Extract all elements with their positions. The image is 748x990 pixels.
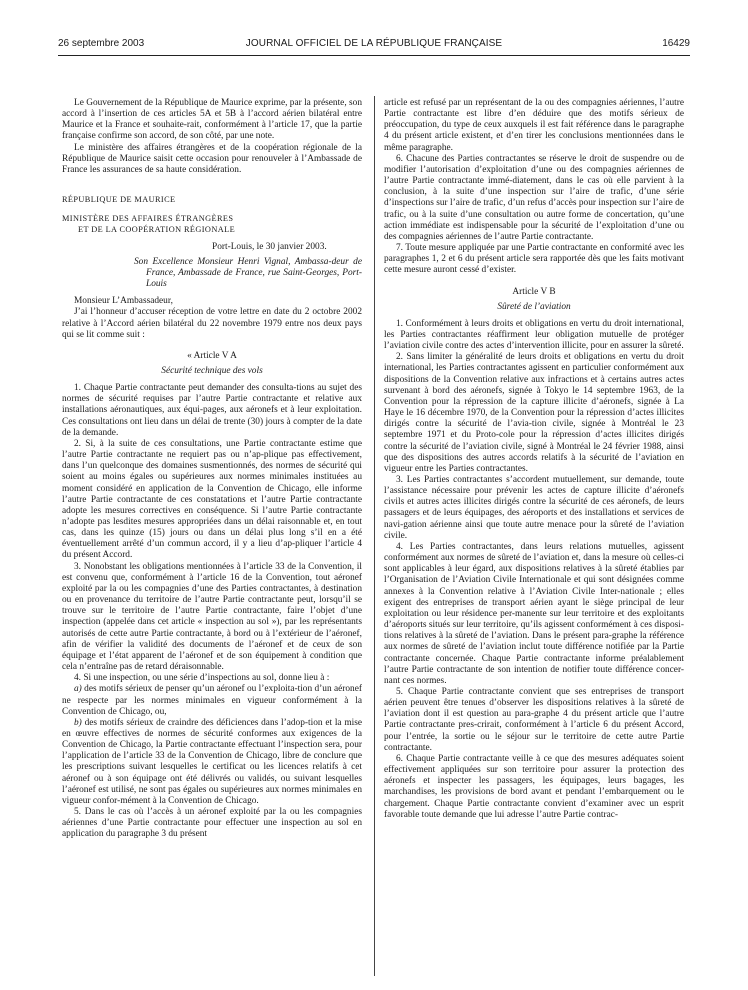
paragraph: 5. Chaque Partie contractante convient que ses entreprises de transport aérien peuvent être tenues d’observer les dispositions relatives à la sûreté de l’aviation dont il est question au para-graphe 4 du présent article que l’autre Partie contractante pres-crirait, conformément à l’article 6 du présent Accord, pour l’entrée, la sortie ou le séjour sur le territoire de cette autre Partie contractante.	[384, 686, 684, 753]
paragraph: 7. Toute mesure appliquée par une Partie contractante en conformité avec les paragraphes 1, 2 et 6 du présent article sera rapportée dès que les faits motivant cette mesure auront cessé d’exister.	[384, 243, 684, 276]
paragraph: 2. Si, à la suite de ces consultations, une Partie contractante estime que l’autre Partie contractante ne requiert pas ou n’ap-plique pas effectivement, dans l’un quelconque des domaines susmentionnés, des normes de sécurité qui soient au moins égales ou supérieures aux normes minimales instituées au moment considéré en application de la Convention de Chicago, elle informe l’autre Partie contractante de ces constatations et l’autre Partie contractante adopte les mesures correctives en conséquence. Si l’autre Partie contractante n’adopte pas lesdites mesures appropriées dans un délai raisonnable et, en tout cas, dans les quinze (15) jours ou dans un délai plus long s’il en a été éventuellement arrêté d’un commun accord, il y a lieu d’ap-pliquer l’article 4 du présent Accord.	[62, 438, 362, 561]
paragraph: 1. Chaque Partie contractante peut demander des consulta-tions au sujet des normes de sécurité requises par l’autre Partie contractante et relative aux installations aéronautiques, aux équi-pages, aux aéronefs et à leur exploitation. Ces consultations ont lieu dans un délai de trente (30) jours à compter de la date de la demande.	[62, 383, 362, 438]
place-date: Port-Louis, le 30 janvier 2003.	[212, 241, 327, 252]
list-text: des motifs sérieux de penser qu’un aéronef ou l’exploita-tion d’un aéronef ne respecte par les normes minimales en vigueur conformément à la Convention de Chicago, ou,	[62, 684, 362, 717]
heading-republic: RÉPUBLIQUE DE MAURICE	[62, 195, 176, 205]
paragraph: article est refusé par un représentant de la ou des compagnies aériennes, l’autre Partie contractante est libre d’en déduire que des motifs sérieux de préoccupation, du type de ceux auxquels il est fait référence dans le paragraphe 4 du présent article existent, et d’en tirer les conclusions mentionnées dans le même paragraphe.	[384, 98, 684, 153]
paragraph: 3. Nonobstant les obligations mentionnées à l’article 33 de la Convention, il est convenu que, conformément à l’article 16 de la Convention, tout aéronef exploité par la ou les compagnies d’une des Parties contractantes, à destination ou en provenance du territoire de l’autre Partie contractante peut, lorsqu’il se trouve sur le territoire de l’autre Partie contractante, faire l’objet d’une inspection (appelée dans cet article « inspection au sol »), par les représentants autorisés de cette autre Partie contractante, à bord ou à l’extérieur de l’aéronef, afin de vérifier la validité des documents de l’aéronef et de ceux de son équipage et l’état apparent de l’aéronef et de son équipement à condition que cela n’entraîne pas de retard déraisonnable.	[62, 561, 362, 673]
list-letter: a)	[74, 684, 82, 695]
salutation: Monsieur L’Ambassadeur,	[74, 296, 173, 307]
addressee: Son Excellence Monsieur Henri Vignal, Ambassa-deur de France, Ambassade de France, rue Saint-Georges, Port-Louis	[134, 256, 362, 290]
paragraph: 5. Dans le cas où l’accès à un aéronef exploité par la ou les compagnies aériennes d’une Partie contractante pour effectuer une inspection au sol en application du paragraphe 3 du présent	[62, 807, 362, 840]
header-journal-title: JOURNAL OFFICIEL DE LA RÉPUBLIQUE FRANÇAISE	[245, 38, 503, 49]
paragraph: 2. Sans limiter la généralité de leurs droits et obligations en vertu du droit international, les Parties contractantes agissent en particulier conformément aux dispositions de la Convention relative aux infractions et à certains autres actes survenant à bord des aéronefs, signée à Tokyo le 14 septembre 1963, de la Convention pour la répression de la capture illicite d’aéronefs, signée à La Haye le 16 décembre 1970, de la Convention pour la répression d’actes illicites dirigés contre la sécurité de l’avia-tion civile, signée à Montréal le 23 septembre 1971 et du Proto-cole pour la répression d’actes illicites dirigés contre la sécurité de l’aviation civile, signé à Montréal le 24 février 1988, ainsi que des dispositions des autres accords relatifs à la sécurité de l’aviation en vigueur entre les Parties contractantes.	[384, 352, 684, 474]
list-item	[62, 718, 362, 807]
paragraph: 3. Les Parties contractantes s’accordent mutuellement, sur demande, toute l’assistance nécessaire pour prévenir les actes de capture illicite d’aéronefs civils et autres actes illicites dirigés contre la sécurité de ces aéronefs, de leurs passagers et de leurs équipages, des aéroports et des installations et services de navi-gation aérienne ainsi que toute autre menace pour la sûreté de l’aviation civile.	[384, 475, 684, 541]
header-date: 26 septembre 2003	[58, 38, 145, 49]
article-subtitle: Sûreté de l’aviation	[497, 301, 571, 312]
page-header	[58, 38, 690, 52]
right-column	[384, 98, 684, 821]
paragraph: J’ai l’honneur d’accuser réception de votre lettre en date du 2 octobre 2002 relative à l’Accord aérien bilatéral du 22 novembre 1979 entre nos deux pays qui se lit comme suit :	[62, 307, 362, 340]
paragraph: 4. Les Parties contractantes, dans leurs relations mutuelles, agissent conformément aux normes de sûreté de l’aviation et, dans la mesure où celles-ci sont applicables à leur égard, aux dispositions relatives à la sûreté établies par l’Organisation de l’Aviation Civile Internationale et qui sont désignées comme annexes à la Convention relative à l’Aviation Civile Inter-nationale ; elles exigent des entreprises de transport aérien ayant le siège principal de leur exploitation ou leur résidence per-manente sur leur territoire et des exploitants d’aéroports situés sur leur territoire, qu’ils agissent conformément à ces disposi-tions relatives à la sûreté de l’aviation. Dans le présent para-graphe la référence aux normes de sûreté de l’aviation inclut toute différence notifiée par la Partie contractante concernée. Chaque Partie contractante informe préalablement l’autre Partie contractante de son intention de notifier toute différence concer-nant ces normes.	[384, 541, 684, 686]
article-subtitle: Sécurité technique des vols	[161, 365, 263, 376]
article-title: « Article V A	[187, 350, 237, 361]
paragraph: 4. Si une inspection, ou une série d’inspections au sol, donne lieu à :	[74, 673, 330, 684]
paragraph: 6. Chaque Partie contractante veille à ce que des mesures adéquates soient effectivement appliquées sur son territoire pour assurer la protection des aéronefs et inspecter les passagers, les équipages, leurs bagages, les marchandises, les provisions de bord avant et pendant l’embarquement ou le chargement. Chaque Partie contractante convient d’examiner avec un esprit favorable toute demande que lui adresse l’autre Partie contrac-	[384, 753, 684, 820]
list-letter: b)	[74, 717, 82, 728]
paragraph: 1. Conformément à leurs droits et obligations en vertu du droit international, les Parties contractantes réaffirment leur obligation mutuelle de protéger l’aviation civile contre des actes d’intervention illicite, pour en assurer la sûreté.	[384, 318, 684, 352]
left-column	[62, 98, 362, 841]
column-divider	[374, 96, 375, 976]
paragraph: Le ministère des affaires étrangères et de la coopération régionale de la République de Maurice saisit cette occasion pour renouveler à l’Ambassade de France les assurances de sa haute considération.	[62, 142, 362, 175]
article-title: Article V B	[512, 286, 556, 297]
paragraph: 6. Chacune des Parties contractantes se réserve le droit de suspendre ou de modifier l’autorisation d’exploitation d’une ou des compagnies aériennes de l’autre Partie contractante immé-diatement, dans le cas où elle parvient à la conclusion, à la suite d’une inspection sur l’aire de trafic, d’une série d’inspections sur l’aire de trafic, d’un refus d’accès pour inspection sur l’aire de trafic, ou à la suite d’une consultation ou autre forme de concertation, qu’une action immédiate est indispensable pour la sécurité de l’exploitation d’une ou des compagnies aériennes de l’autre Partie contractante.	[384, 153, 684, 242]
list-text: des motifs sérieux de craindre des déficiences dans l’adop-tion et la mise en œuvre effectives de normes de sécurité conformes aux exigences de la Convention de Chicago, la Partie contractante effectuant l’inspection sera, pour l’application de l’article 33 de la Convention de Chicago, libre de conclure que les prescriptions suivant lesquelles le certificat ou les licences relatifs à cet aéronef ou à son équipage ont été délivrés ou validés, ou suivant lesquelles l’aéronef est utilisé, ne sont pas égales ou supérieures aux normes minimales en vigueur confor-mément à la Convention de Chicago.	[62, 717, 362, 806]
paragraph: Le Gouvernement de la République de Maurice exprime, par la présente, son accord à l’insertion de ces articles 5A et 5B à l’accord aérien bilatéral entre Maurice et la France et souhaite-rait, conformément à l’article 17, que la partie française confirme son accord, de son côté, par une note.	[62, 98, 362, 142]
list-item	[62, 684, 362, 717]
heading-ministry-line2: ET DE LA COOPÉRATION RÉGIONALE	[78, 225, 236, 235]
header-page-number: 16429	[662, 38, 690, 49]
header-rule	[58, 55, 690, 56]
heading-ministry-line1: MINISTÈRE DES AFFAIRES ÉTRANGÈRES	[62, 214, 234, 224]
